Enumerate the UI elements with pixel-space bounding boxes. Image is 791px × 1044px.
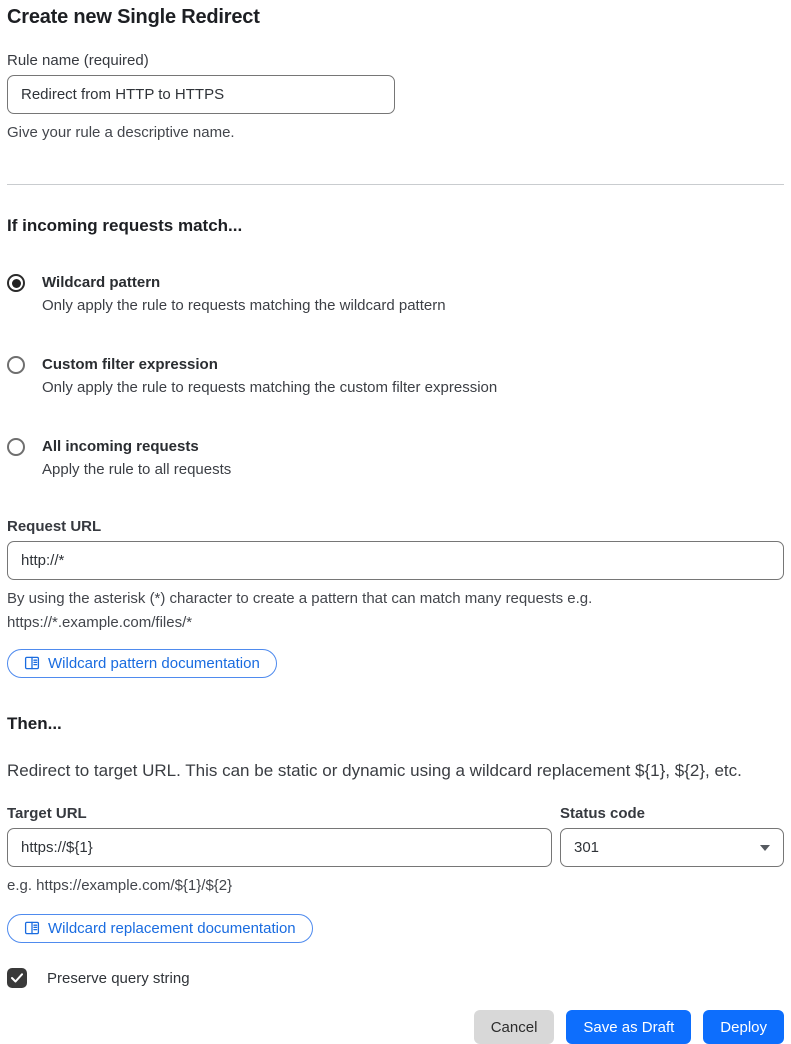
- checkbox-checked-icon[interactable]: [7, 968, 27, 988]
- radio-option-custom-filter[interactable]: [7, 354, 784, 398]
- match-type-radio-group: [7, 272, 784, 480]
- radio-option-label: Wildcard pattern: [42, 274, 161, 291]
- doc-button-label: Wildcard replacement documentation: [48, 919, 296, 937]
- radio-option-all-requests[interactable]: [7, 436, 784, 480]
- rule-name-help: Give your rule a descriptive name.: [7, 124, 235, 141]
- match-section-heading: If incoming requests match...: [7, 216, 243, 235]
- status-code-label: Status code: [560, 805, 646, 822]
- save-as-draft-button[interactable]: Save as Draft: [566, 1010, 691, 1044]
- radio-icon[interactable]: [7, 356, 25, 374]
- request-url-input[interactable]: [7, 541, 784, 580]
- then-section-description: Redirect to target URL. This can be static or dynamic using a wildcard replacement ${1}, ${2}, etc.: [7, 761, 742, 780]
- book-icon: [24, 920, 40, 936]
- radio-option-wildcard-pattern[interactable]: [7, 272, 784, 316]
- page-title: Create new Single Redirect: [7, 6, 260, 28]
- radio-option-description: Only apply the rule to requests matching the custom filter expression: [42, 379, 498, 396]
- wildcard-pattern-doc-button[interactable]: [7, 649, 277, 678]
- radio-option-label: Custom filter expression: [42, 356, 218, 373]
- target-url-input[interactable]: [7, 828, 552, 867]
- rule-name-input[interactable]: [7, 75, 395, 114]
- radio-icon[interactable]: [7, 274, 25, 292]
- book-icon: [24, 655, 40, 671]
- status-code-select[interactable]: [560, 828, 784, 867]
- radio-option-description: Apply the rule to all requests: [42, 461, 232, 478]
- request-url-help: [7, 587, 784, 635]
- preserve-query-label: Preserve query string: [47, 969, 190, 987]
- request-url-label: Request URL: [7, 518, 102, 535]
- preserve-query-row[interactable]: [7, 968, 784, 988]
- radio-option-label: All incoming requests: [42, 438, 199, 455]
- radio-option-description: Only apply the rule to requests matching the wildcard pattern: [42, 297, 446, 314]
- deploy-button[interactable]: Deploy: [703, 1010, 784, 1044]
- doc-button-label: Wildcard pattern documentation: [48, 654, 260, 672]
- cancel-button[interactable]: Cancel: [474, 1010, 555, 1044]
- wildcard-replacement-doc-button[interactable]: [7, 914, 313, 943]
- request-url-help-line1: By using the asterisk (*) character to create a pattern that can match many requests e.g.: [7, 590, 593, 607]
- target-url-label: Target URL: [7, 805, 87, 822]
- chevron-down-icon: [760, 845, 770, 851]
- section-divider: [7, 184, 784, 185]
- rule-name-label: Rule name (required): [7, 52, 149, 69]
- radio-icon[interactable]: [7, 438, 25, 456]
- status-code-value: 301: [574, 839, 600, 856]
- request-url-help-line2: https://*.example.com/files/*: [7, 614, 193, 631]
- form-actions: [7, 1010, 784, 1044]
- target-url-help: e.g. https://example.com/${1}/${2}: [7, 877, 233, 894]
- then-section-heading: Then...: [7, 714, 62, 733]
